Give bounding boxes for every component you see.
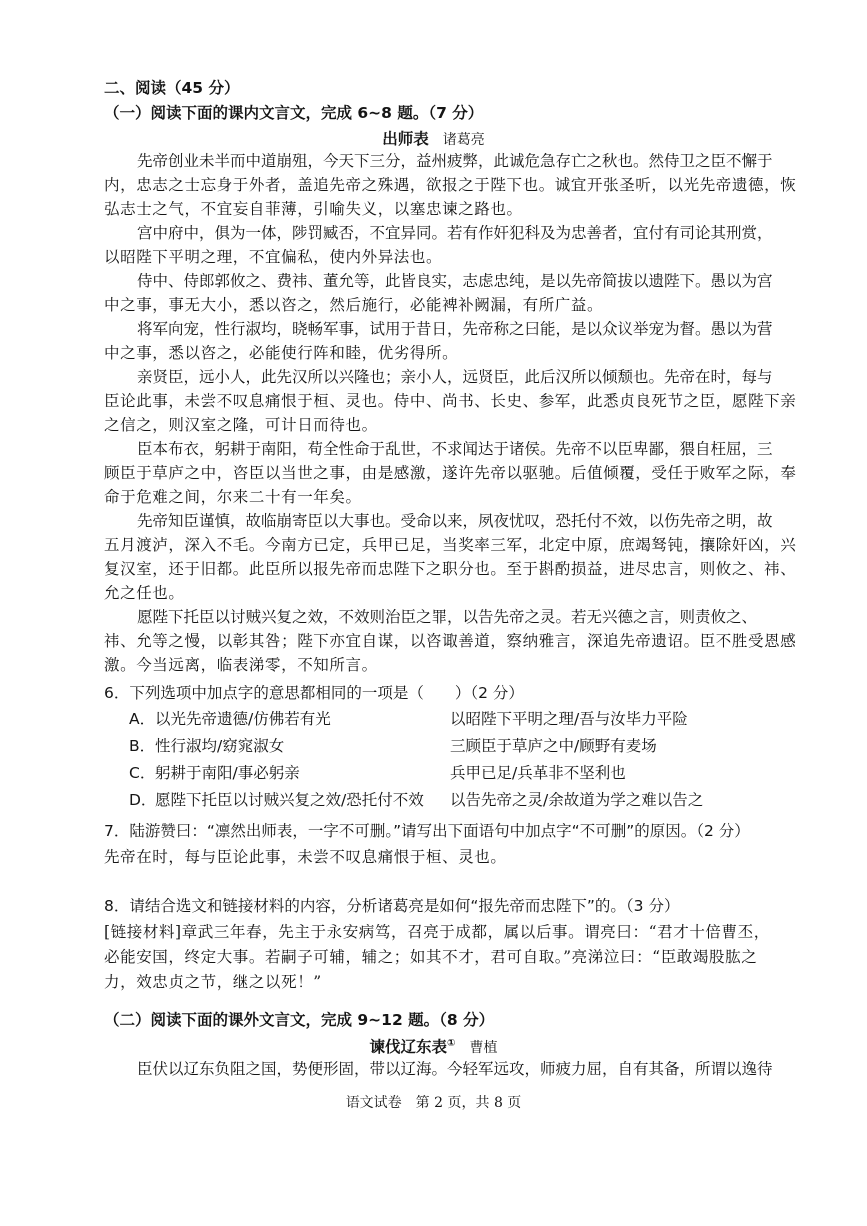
passage-line: 愿陛下托臣以讨贼兴复之效，不效则治臣之罪，以告先帝之灵。若无兴德之言，则责攸之、 <box>137 608 758 626</box>
question-6-stem: 6．下列选项中加点字的意思都相同的一项是（ ）（2 分） <box>104 684 524 702</box>
passage-line: 亲贤臣，远小人，此先汉所以兴隆也；亲小人，远贤臣，此后汉所以倾颓也。先帝在时，每与 <box>137 368 773 386</box>
q6-option-a-label: A． <box>129 710 156 728</box>
part2-heading: （二）阅读下面的课外文言文，完成 9~12 题。（8 分） <box>104 1011 495 1029</box>
passage-line: 侍中、侍郎郭攸之、费祎、董允等，此皆良实，志虑忠纯，是以先帝简拔以遗陛下。愚以为宫 <box>137 272 773 290</box>
link-material-line: 必能安国，终定大事。若嗣子可辅，辅之；如其不才，君可自取。”亮涕泣曰：“臣敢竭股肱之 <box>104 948 758 966</box>
passage-line: 五月渡泸，深入不毛。今南方已定，兵甲已足，当奖率三军，北定中原，庶竭驽钝，攘除奸凶，兴 <box>104 536 797 554</box>
passage-line: 祎、允等之慢，以彰其咎；陛下亦宜自谋，以咨诹善道，察纳雅言，深追先帝遗诏。臣不胜受恩感 <box>104 632 797 650</box>
part1-heading: （一）阅读下面的课内文言文，完成 6~8 题。（7 分） <box>104 104 484 122</box>
passage-line: 复汉室，还于旧都。此臣所以报先帝而忠陛下之职分也。至于斟酌损益，进尽忠言，则攸之、祎、 <box>104 560 797 578</box>
part2-first-line: 臣伏以辽东负阻之国，势便形固，带以辽海。今轻军远攻，师疲力屈，自有其备，所谓以逸待 <box>137 1060 773 1078</box>
passage-line: 命于危难之间，尔来二十有一年矣。 <box>104 488 362 506</box>
passage-title: 出师表 <box>382 130 429 148</box>
passage-line: 臣本布衣，躬耕于南阳，苟全性命于乱世，不求闻达于诸侯。先帝不以臣卑鄙，猥自枉屈，三 <box>137 440 773 458</box>
q6-option-b-left: 性行淑均/窈窕淑女 <box>155 737 285 755</box>
section-title: 二、阅读（45 分） <box>104 79 240 97</box>
passage-line: 内，忠志之士忘身于外者，盖追先帝之殊遇，欲报之于陛下也。诚宜开张圣听，以光先帝遗德，恢 <box>104 176 797 194</box>
q6-option-c-right: 兵甲已足/兵革非不坚利也 <box>450 764 626 782</box>
passage-line: 以昭陛下平明之理，不宜偏私，使内外异法也。 <box>104 248 443 266</box>
part2-title-row <box>0 1033 867 1059</box>
q6-option-c-label: C． <box>129 764 156 782</box>
q6-option-c-left: 躬耕于南阳/事必躬亲 <box>155 764 300 782</box>
passage-line: 中之事，事无大小，悉以咨之，然后施行，必能裨补阙漏，有所广益。 <box>104 296 604 314</box>
footnote-mark: ① <box>447 1038 456 1049</box>
q6-option-a-right: 以昭陛下平明之理/吾与汝毕力平险 <box>450 710 688 728</box>
passage-line: 激。今当远离，临表涕零，不知所言。 <box>104 656 378 674</box>
q6-option-d-right: 以告先帝之灵/余故道为学之难以告之 <box>450 791 704 809</box>
passage-line: 臣论此事，未尝不叹息痛恨于桓、灵也。侍中、尚书、长史、参军，此悉贞良死节之臣，愿陛下亲 <box>104 392 797 410</box>
q6-option-a-left: 以光先帝遗德/仿佛若有光 <box>155 710 331 728</box>
passage-line: 之信之，则汉室之隆，可计日而待也。 <box>104 416 378 434</box>
passage-line: 弘志士之气，不宜妄自菲薄，引喻失义，以塞忠谏之路也。 <box>104 200 523 218</box>
question-7-quote: 先帝在时，每与臣论此事，未尝不叹息痛恨于桓、灵也。 <box>104 848 507 866</box>
q6-option-d-label: D． <box>129 791 157 809</box>
page-footer: 语文试卷 第 2 页，共 8 页 <box>345 1095 522 1111</box>
passage-line: 先帝知臣谨慎，故临崩寄臣以大事也。受命以来，夙夜忧叹，恐托付不效，以伤先帝之明，故 <box>137 512 773 530</box>
question-7-stem: 7．陆游赞曰：“凛然出师表，一字不可删。”请写出下面语句中加点字“不可删”的原因。（2 分） <box>104 822 750 840</box>
link-material-line: 力，效忠贞之节，继之以死！” <box>104 973 322 991</box>
passage-line: 允之任也。 <box>104 584 185 602</box>
q6-option-d-left: 愿陛下托臣以讨贼兴复之效/恐托付不效 <box>155 791 424 809</box>
passage-line: 中之事，悉以咨之，必能使行阵和睦，优劣得所。 <box>104 344 459 362</box>
q6-option-b-right: 三顾臣于草庐之中/顾野有麦场 <box>450 737 657 755</box>
passage-line: 先帝创业未半而中道崩殂，今天下三分，益州疲弊，此诚危急存亡之秋也。然侍卫之臣不懈于 <box>137 152 773 170</box>
link-material-line: [链接材料]章武三年春，先主于永安病笃，召亮于成都，属以后事。谓亮曰：“君才十倍曹丕， <box>104 923 770 941</box>
passage-line: 宫中府中，俱为一体，陟罚臧否，不宜异同。若有作奸犯科及为忠善者，宜付有司论其刑赏， <box>137 224 773 242</box>
passage-line: 将军向宠，性行淑均，晓畅军事，试用于昔日，先帝称之曰能，是以众议举宠为督。愚以为营 <box>137 320 773 338</box>
part2-title: 谏伐辽东表 <box>369 1038 448 1057</box>
question-8-stem: 8．请结合选文和链接材料的内容，分析诸葛亮是如何“报先帝而忠陛下”的。（3 分） <box>104 897 680 915</box>
part1-title-row <box>0 128 867 151</box>
passage-author: 诸葛亮 <box>442 132 485 148</box>
passage-line: 顾臣于草庐之中，咨臣以当世之事，由是感激，遂许先帝以驱驰。后值倾覆，受任于败军之际，奉 <box>104 464 797 482</box>
q6-option-b-label: B． <box>129 737 156 755</box>
part2-author: 曹植 <box>469 1040 498 1057</box>
